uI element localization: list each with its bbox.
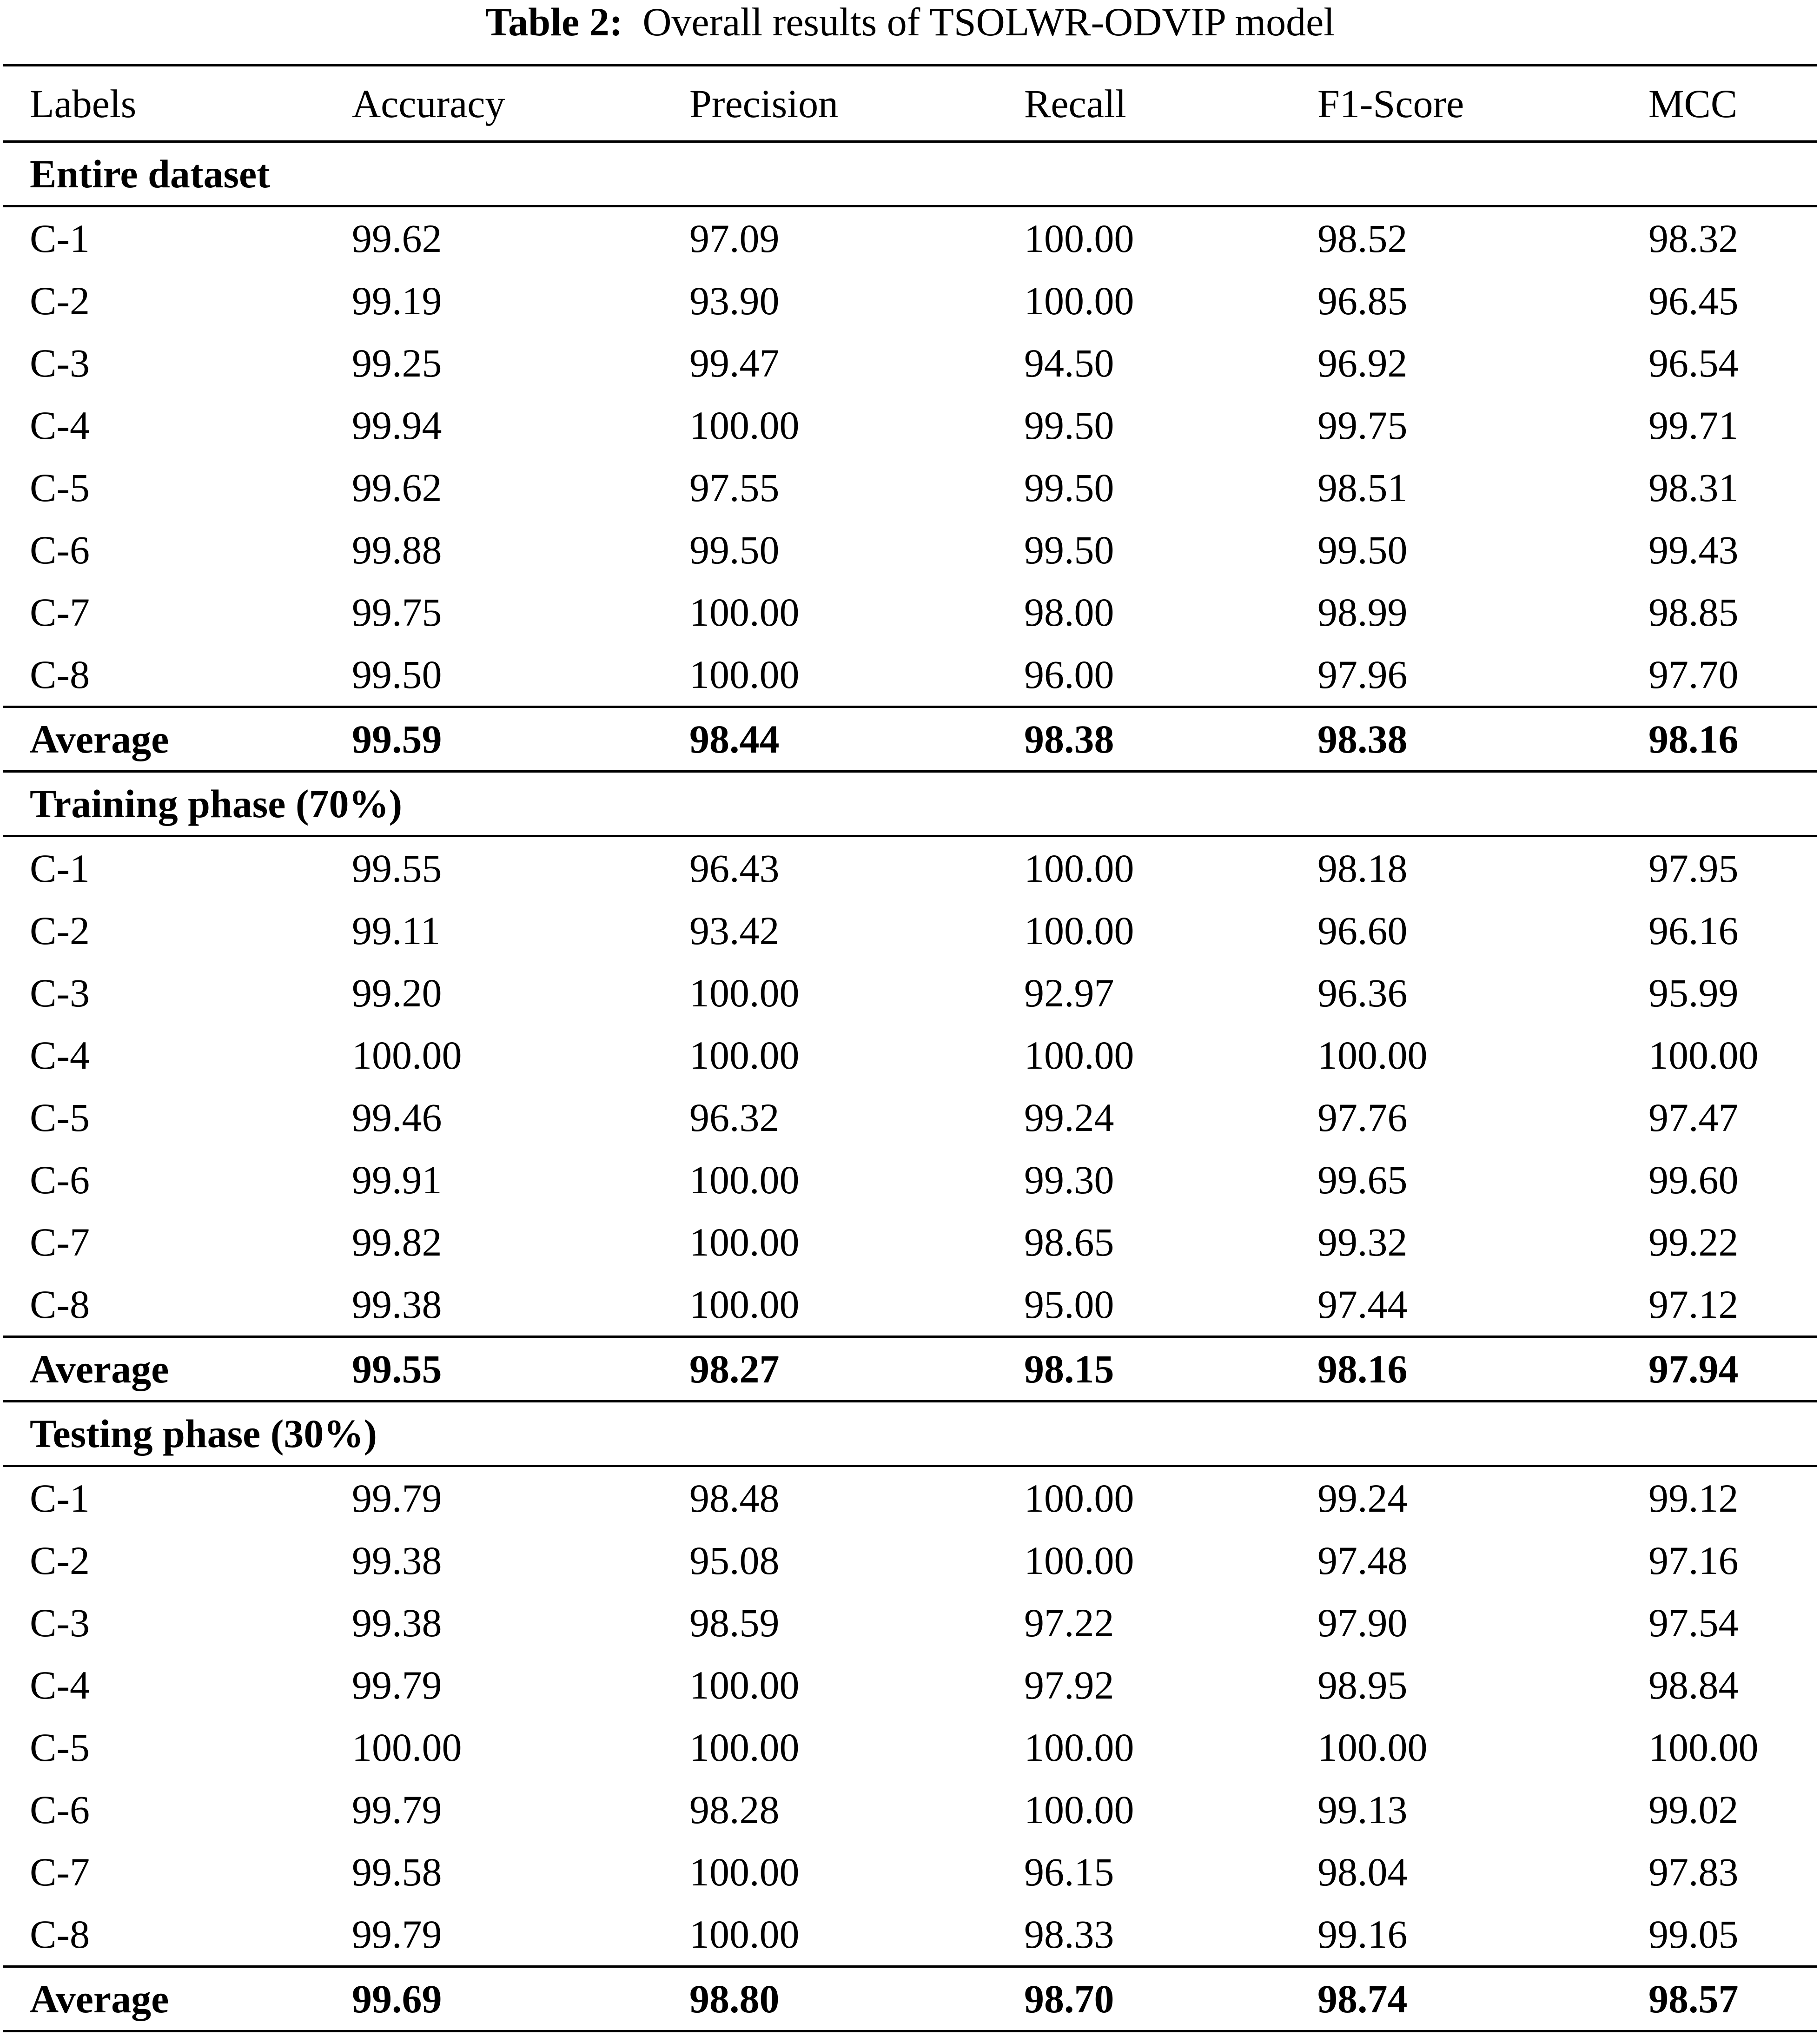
cell-label: C-2 [30, 908, 90, 953]
table-row [3, 643, 1817, 707]
cell-mcc: 99.43 [1648, 528, 1739, 572]
cell-label: C-5 [30, 1095, 90, 1140]
cell-precision: 100.00 [689, 1157, 800, 1202]
cell-recall: 98.00 [1024, 590, 1114, 635]
cell-recall: 97.92 [1024, 1663, 1114, 1707]
average-cell-label: Average [3, 1337, 325, 1402]
average-cell-f1-score: 98.74 [1291, 1967, 1621, 2031]
cell-f1-score: 98.18 [1317, 846, 1408, 891]
cell-precision: 99.50 [689, 528, 780, 572]
cell-precision: 98.28 [689, 1787, 780, 1832]
section-header-row [3, 772, 1817, 836]
table-row [3, 1529, 1817, 1592]
cell-mcc: 99.71 [1648, 403, 1739, 448]
table-row [3, 394, 1817, 456]
header-labels: Labels [3, 66, 325, 142]
cell-f1-score: 97.76 [1317, 1095, 1408, 1140]
average-cell-mcc: 98.57 [1621, 1967, 1817, 2031]
cell-label: C-4 [30, 403, 90, 448]
average-cell-recall: 98.38 [997, 707, 1291, 772]
cell-recall: 96.15 [1024, 1850, 1114, 1894]
cell-mcc: 95.99 [1648, 971, 1739, 1015]
cell-recall: 100.00 [1024, 846, 1134, 891]
average-cell-precision: 98.80 [662, 1967, 997, 2031]
cell-accuracy: 99.38 [352, 1600, 442, 1645]
header-mcc: MCC [1621, 66, 1817, 142]
cell-precision: 100.00 [689, 1912, 800, 1957]
cell-f1-score: 99.24 [1317, 1476, 1408, 1521]
cell-precision: 99.47 [689, 341, 780, 385]
section-title: Training phase (70%) [3, 772, 1817, 836]
table-row [3, 1273, 1817, 1337]
section-title: Entire dataset [3, 142, 1817, 206]
cell-label: C-1 [30, 216, 90, 261]
cell-mcc: 99.12 [1648, 1476, 1739, 1521]
cell-label: C-1 [30, 1476, 90, 1521]
average-row [3, 1337, 1817, 1402]
cell-f1-score: 99.32 [1317, 1220, 1408, 1264]
average-cell-f1-score: 98.38 [1291, 707, 1621, 772]
cell-accuracy: 99.38 [352, 1538, 442, 1583]
cell-label: C-2 [30, 1538, 90, 1583]
average-cell-accuracy: 99.59 [325, 707, 662, 772]
cell-precision: 100.00 [689, 1220, 800, 1264]
cell-precision: 100.00 [689, 590, 800, 635]
cell-accuracy: 100.00 [352, 1725, 462, 1770]
table-row [3, 270, 1817, 332]
cell-accuracy: 99.91 [352, 1157, 442, 1202]
cell-recall: 99.30 [1024, 1157, 1114, 1202]
cell-recall: 100.00 [1024, 1538, 1134, 1583]
table-row [3, 1716, 1817, 1779]
average-cell-mcc: 97.94 [1621, 1337, 1817, 1402]
cell-label: C-5 [30, 465, 90, 510]
cell-f1-score: 96.36 [1317, 971, 1408, 1015]
cell-precision: 100.00 [689, 971, 800, 1015]
cell-mcc: 97.12 [1648, 1282, 1739, 1327]
cell-recall: 94.50 [1024, 341, 1114, 385]
table-row [3, 456, 1817, 519]
table-body [3, 142, 1817, 2031]
cell-f1-score: 96.85 [1317, 278, 1408, 323]
cell-precision: 100.00 [689, 1033, 800, 1078]
cell-precision: 100.00 [689, 1282, 800, 1327]
cell-accuracy: 99.82 [352, 1220, 442, 1264]
table-row [3, 206, 1817, 270]
average-cell-accuracy: 99.69 [325, 1967, 662, 2031]
cell-f1-score: 97.90 [1317, 1600, 1408, 1645]
cell-label: C-8 [30, 652, 90, 697]
caption-label: Table 2: [485, 0, 623, 44]
table-row [3, 1211, 1817, 1273]
average-cell-accuracy: 99.55 [325, 1337, 662, 1402]
average-row [3, 1967, 1817, 2031]
cell-label: C-6 [30, 528, 90, 572]
cell-accuracy: 99.62 [352, 465, 442, 510]
cell-recall: 100.00 [1024, 1033, 1134, 1078]
cell-precision: 100.00 [689, 1663, 800, 1707]
cell-mcc: 99.05 [1648, 1912, 1739, 1957]
cell-accuracy: 99.20 [352, 971, 442, 1015]
header-recall: Recall [997, 66, 1291, 142]
table-row [3, 581, 1817, 643]
cell-accuracy: 100.00 [352, 1033, 462, 1078]
cell-accuracy: 99.94 [352, 403, 442, 448]
cell-mcc: 96.16 [1648, 908, 1739, 953]
cell-recall: 98.33 [1024, 1912, 1114, 1957]
cell-label: C-3 [30, 341, 90, 385]
cell-f1-score: 96.92 [1317, 341, 1408, 385]
average-cell-label: Average [3, 707, 325, 772]
cell-recall: 98.65 [1024, 1220, 1114, 1264]
table-row [3, 1841, 1817, 1903]
cell-accuracy: 99.25 [352, 341, 442, 385]
cell-mcc: 98.84 [1648, 1663, 1739, 1707]
cell-precision: 100.00 [689, 403, 800, 448]
table-row [3, 899, 1817, 962]
cell-f1-score: 97.48 [1317, 1538, 1408, 1583]
results-table [3, 64, 1817, 2032]
cell-mcc: 97.70 [1648, 652, 1739, 697]
cell-precision: 96.43 [689, 846, 780, 891]
cell-mcc: 100.00 [1648, 1725, 1759, 1770]
section-header-row [3, 1402, 1817, 1466]
cell-mcc: 99.60 [1648, 1157, 1739, 1202]
cell-precision: 100.00 [689, 1850, 800, 1894]
cell-accuracy: 99.19 [352, 278, 442, 323]
cell-accuracy: 99.50 [352, 652, 442, 697]
cell-mcc: 99.22 [1648, 1220, 1739, 1264]
cell-precision: 95.08 [689, 1538, 780, 1583]
cell-precision: 98.48 [689, 1476, 780, 1521]
average-cell-recall: 98.15 [997, 1337, 1291, 1402]
cell-f1-score: 99.75 [1317, 403, 1408, 448]
header-row [3, 66, 1817, 142]
cell-f1-score: 98.95 [1317, 1663, 1408, 1707]
table-row [3, 1024, 1817, 1086]
header-f1-score: F1-Score [1291, 66, 1621, 142]
cell-recall: 100.00 [1024, 1476, 1134, 1521]
cell-label: C-7 [30, 590, 90, 635]
cell-mcc: 96.54 [1648, 341, 1739, 385]
cell-accuracy: 99.62 [352, 216, 442, 261]
cell-label: C-7 [30, 1220, 90, 1264]
average-cell-recall: 98.70 [997, 1967, 1291, 2031]
table-row [3, 332, 1817, 394]
cell-label: C-3 [30, 1600, 90, 1645]
cell-label: C-6 [30, 1787, 90, 1832]
cell-precision: 100.00 [689, 1725, 800, 1770]
cell-accuracy: 99.88 [352, 528, 442, 572]
table-row [3, 1592, 1817, 1654]
cell-f1-score: 99.65 [1317, 1157, 1408, 1202]
table-header [3, 66, 1817, 142]
cell-precision: 98.59 [689, 1600, 780, 1645]
cell-accuracy: 99.38 [352, 1282, 442, 1327]
cell-recall: 95.00 [1024, 1282, 1114, 1327]
cell-f1-score: 98.51 [1317, 465, 1408, 510]
cell-mcc: 100.00 [1648, 1033, 1759, 1078]
cell-precision: 97.55 [689, 465, 780, 510]
cell-mcc: 98.85 [1648, 590, 1739, 635]
cell-label: C-8 [30, 1912, 90, 1957]
cell-f1-score: 98.52 [1317, 216, 1408, 261]
cell-f1-score: 100.00 [1317, 1725, 1428, 1770]
cell-accuracy: 99.79 [352, 1912, 442, 1957]
section-header-row [3, 142, 1817, 206]
cell-mcc: 96.45 [1648, 278, 1739, 323]
cell-mcc: 97.47 [1648, 1095, 1739, 1140]
cell-accuracy: 99.11 [352, 908, 441, 953]
table-row [3, 1654, 1817, 1716]
cell-mcc: 97.54 [1648, 1600, 1739, 1645]
cell-recall: 92.97 [1024, 971, 1114, 1015]
cell-label: C-2 [30, 278, 90, 323]
cell-accuracy: 99.58 [352, 1850, 442, 1894]
average-cell-precision: 98.44 [662, 707, 997, 772]
cell-accuracy: 99.55 [352, 846, 442, 891]
cell-f1-score: 99.50 [1317, 528, 1408, 572]
cell-recall: 97.22 [1024, 1600, 1114, 1645]
cell-accuracy: 99.79 [352, 1663, 442, 1707]
header-precision: Precision [662, 66, 997, 142]
table-row [3, 1149, 1817, 1211]
cell-label: C-3 [30, 971, 90, 1015]
cell-recall: 100.00 [1024, 216, 1134, 261]
cell-recall: 100.00 [1024, 278, 1134, 323]
cell-label: C-8 [30, 1282, 90, 1327]
cell-f1-score: 97.44 [1317, 1282, 1408, 1327]
cell-accuracy: 99.46 [352, 1095, 442, 1140]
cell-recall: 99.24 [1024, 1095, 1114, 1140]
cell-recall: 100.00 [1024, 1787, 1134, 1832]
table-row [3, 1903, 1817, 1967]
cell-precision: 96.32 [689, 1095, 780, 1140]
cell-mcc: 97.95 [1648, 846, 1739, 891]
cell-recall: 99.50 [1024, 403, 1114, 448]
cell-accuracy: 99.79 [352, 1787, 442, 1832]
table-row [3, 962, 1817, 1024]
cell-mcc: 97.83 [1648, 1850, 1739, 1894]
cell-accuracy: 99.79 [352, 1476, 442, 1521]
cell-mcc: 97.16 [1648, 1538, 1739, 1583]
table-row [3, 519, 1817, 581]
cell-f1-score: 100.00 [1317, 1033, 1428, 1078]
section-title: Testing phase (30%) [3, 1402, 1817, 1466]
cell-f1-score: 99.13 [1317, 1787, 1408, 1832]
cell-recall: 96.00 [1024, 652, 1114, 697]
cell-recall: 99.50 [1024, 465, 1114, 510]
average-cell-precision: 98.27 [662, 1337, 997, 1402]
cell-label: C-4 [30, 1033, 90, 1078]
cell-f1-score: 98.99 [1317, 590, 1408, 635]
cell-recall: 100.00 [1024, 908, 1134, 953]
table-row [3, 1466, 1817, 1530]
cell-precision: 100.00 [689, 652, 800, 697]
cell-f1-score: 96.60 [1317, 908, 1408, 953]
cell-recall: 99.50 [1024, 528, 1114, 572]
cell-f1-score: 99.16 [1317, 1912, 1408, 1957]
cell-mcc: 99.02 [1648, 1787, 1739, 1832]
cell-f1-score: 97.96 [1317, 652, 1408, 697]
table-row [3, 836, 1817, 900]
cell-precision: 97.09 [689, 216, 780, 261]
average-cell-mcc: 98.16 [1621, 707, 1817, 772]
cell-label: C-7 [30, 1850, 90, 1894]
cell-label: C-4 [30, 1663, 90, 1707]
caption-text: Overall results of TSOLWR-ODVIP model [642, 0, 1335, 44]
header-accuracy: Accuracy [325, 66, 662, 142]
average-row [3, 707, 1817, 772]
cell-label: C-1 [30, 846, 90, 891]
average-cell-f1-score: 98.16 [1291, 1337, 1621, 1402]
table-row [3, 1779, 1817, 1841]
cell-label: C-5 [30, 1725, 90, 1770]
average-cell-label: Average [3, 1967, 325, 2031]
table-caption [0, 0, 1820, 44]
cell-f1-score: 98.04 [1317, 1850, 1408, 1894]
cell-precision: 93.90 [689, 278, 780, 323]
cell-label: C-6 [30, 1157, 90, 1202]
table-row [3, 1086, 1817, 1149]
cell-mcc: 98.31 [1648, 465, 1739, 510]
cell-mcc: 98.32 [1648, 216, 1739, 261]
cell-precision: 93.42 [689, 908, 780, 953]
cell-accuracy: 99.75 [352, 590, 442, 635]
cell-recall: 100.00 [1024, 1725, 1134, 1770]
